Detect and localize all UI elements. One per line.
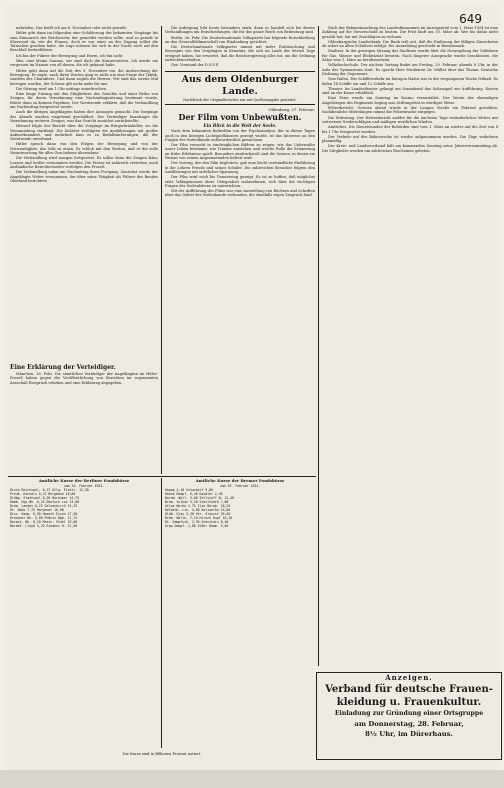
article-paragraph: Der Film versucht in eindringlichen Bildern zu zeigen, wie das Unbewußte unser Leben bestimmt, wie Träume entstehen und welche Rolle die Erinnerung an frühe Erlebnisse spielt. Besonders eindrucksvoll sind die Szenen, in denen ein Patient von seinen Angstzuständen befreit wird. [165,143,315,161]
table-row: Brem. Landes 0,22 Gelsenkirch 15,25 [10,504,78,509]
table-row: Preuß. Konsols 0,13 Bergmann 18,00 [10,492,76,497]
article-paragraph: Oldenburgische Landesbank. Die Bank teilt mit, daß die Einlösung der fälligen Zinsscheine ab sofort an allen Schaltern erfolgt. Die Auszahlung geschieht in Rentenmark. [322,39,498,49]
table-row: Atlas Werke 2,75 Ilse Bergb. 18,25 [165,504,231,509]
scan-edge-strip [0,770,504,788]
table-top-rule [8,476,316,477]
table-row: Brem. Wollk. 7,10 Hirsch Kupf 10,20 [165,516,233,521]
bremen-table-title: Amtliche Kurse der Bremer Fondsbörse [195,478,285,483]
article-paragraph: Amtliches. Die Dienststunden der Behörden sind vom 1. März an wieder auf die Zeit von 8 bis 1 Uhr festgesetzt worden. [322,125,498,134]
article-paragraph: Hitler gibt dann im folgenden eine Schilderung der bekannten Vorgänge bis zum Einmarsch der Reichswehr, der gemeldet werden sollte, und so gerade in Sherwood da, wie die Frauen, doch er von einer an der Zugang selbst die Tatsachen gesehen habe, die Lage müssen Sie sich in der Nacht noch auf den Beschluß herbeiführen. [10,31,158,53]
bremen-table-rows [165,488,315,528]
column-divider [318,26,319,666]
column-middle [165,26,315,474]
region-banner [165,71,315,105]
column-left [10,26,158,359]
table-row: Dt. Bank 7,75 Harpener 16,00 [10,508,64,513]
table-row: Dt. Dampfsch. 2,95 Orenstein 8,40 [165,520,229,525]
article-paragraph: Hierauf folgte der Bericht über die Vorgänge im Bürgerbräukeller, wo die Versammlung stattfand. Die Zuhörer verfolgten die Ausführungen mit großer Aufmerksamkeit, und mehrfach kam es zu Beifallsäußerungen, die der Vorsitzende unterband. [10,124,158,142]
banner-title: Aus dem Oldenburger Lande. [181,73,299,97]
table-row: Oldbg. Staatsanl 0,20 Bochumer 14,75 [10,496,80,501]
article-paragraph: Gez. Vorstand der D.N.V.P. [171,63,219,68]
ad-place: 8½ Uhr, im Dürerhaus. [365,730,453,738]
article-paragraph: Eine lange Sitzung mit den Mitgliedern des Gerichts und einer Reihe von Zeugen, für deren Vernehmung eine Nachmittagssitzung bestimmt wurde, führte dann zu keinem Ergebnis. Der Vorsitzende erklärte, daß die Verhandlung am Nachmittag fortgesetzt werde. [10,92,158,110]
column-divider [161,478,162,748]
stock-table-berlin [10,478,158,748]
article-paragraph: Nach dem bekannten Kulturfilm von der Psychoanalyse, der in diesen Tagen auch in den hiesigen Lichtspielhäusern gezeigt wurde, ist das Interesse an den Fragen der Seelenkunde außerordentlich gewachsen. [165,129,315,142]
advertisement-box [316,672,502,760]
berlin-table-rows [10,488,158,528]
column-right [322,26,498,666]
article-paragraph: Die Sitzung wird um 1 Uhr mittags unterbrochen. [16,86,108,91]
table-row: Argo Dampf. 1,80 Stöhr Kamm. 9,60 [165,524,229,529]
notice-block [10,364,158,474]
table-row: Disc. Komm. 6,50 Hoesch Eisen 17,50 [10,512,78,517]
table-row: Disch.Reichsanl. 0,17 Allg. Elektr. 12,50 [10,488,89,493]
banner-subtitle: Nachdruck der Originalberichte nur mit Quellenangabe gestattet. [183,97,297,102]
article-paragraph: Eine Feier wurde am Sonntag im Kasino veranstaltet. Der Verein der ehemaligen Angehörigen des Regiments beging sein Stiftungsfest in würdiger Weise. [322,96,498,105]
article-paragraph: Polizeibericht. Gestern abend wurde in der Langen Straße ein Fahrrad gestohlen. Sachdienliche Mitteilungen nimmt die Polizeiwache entgegen. [322,106,498,115]
article-paragraph: Hitler sprach dann von den Folgen der Bewegung und von der Notwendigkeit, das Volk zu einen. Er schloß mit den Worten, daß er die volle Verantwortung für alles Geschehene übernehme. [10,142,158,156]
article-paragraph: Berlin, 26. Febr. Die Deutschnationale Volkspartei hat folgende Entschließung an den Generalfeldmarschall von Hindenburg gerichtet. [165,35,315,44]
notice-title: Eine Erklärung der Verteidiger. [10,364,116,371]
date-line: Oldenburg, 27. Februar. [268,106,315,112]
ad-invite: Einladung zur Gründung einer Ortsgruppe [334,710,484,717]
article-paragraph: Vom Hafen. Der Schiffsverkehr im hiesigen Hafen war in der vergangenen Woche lebhaft. Es liefen 14 Schiffe ein und 12 Schiffe aus. [322,77,498,86]
stock-table-bremen [165,478,315,748]
section-subtitle: Ein Blick in die Welt der Seele. [203,123,277,129]
article-paragraph: Der Verkehr auf der Bahnstrecke ist wieder aufgenommen worden. Die Züge verkehren planmäßig. [322,134,498,144]
intro-text: Die Aufregung lebt heute besonders stark, denn es handelt sich bei diesen Verhandlungen um Entscheidungen, die für das ganze Reich von Bedeutung sind. [165,26,315,35]
table-row: Oldb. Glas 3,30 Ver. Glanzst 26,00 [165,512,231,517]
berlin-table-title: Amtliche Kurse der Berliner Fondsbörse [38,478,130,483]
ad-title-line2: kleidung u. Frauenkultur. [336,697,482,708]
article-paragraph: Auch die übrigen Angeklagten haben ihre Aussagen gemacht. Die Vorgänge des Abends wurden eingehend geschildert. Der Verteidiger beantragte die Vernehmung weiterer Zeugen, was das Gericht zunächst zurückstellte. [10,110,158,123]
article-paragraph: Die Deutschnationale Volkspartei nimmt mit tiefer Enttäuschung und Besorgnis von den Vorgängen in Kenntnis, die sich im Laufe der letzten Tage ereignet haben. Sie erwartet, daß die Reichsregierung alles tut, um die Ordnung aufrechtzuerhalten. [165,45,315,63]
ad-title-line1: Verband für deutsche Frauen- [325,684,493,695]
article-paragraph: Die Verhandlung nahm am Nachmittag ihren Fortgang. Zunächst wurde der Angeklagte Weber vernommen, der über seine Tätigkeit als Führer des Bundes Oberland berichtete. [10,170,158,183]
table-row: Nordd. Woll. 3,80 Zellstoff W. 12,40 [165,496,235,501]
table-row: Hapag 4,10 Schuckert 9,80 [165,488,213,493]
table-row: Hansa Dampf. 6,40 Daimler 2,90 [165,492,223,497]
section-title: Der Film vom Unbewußten. [178,112,302,123]
column-divider [161,26,162,474]
bremen-table-date: vom 26. Februar 1924. [219,484,261,488]
newspaper-page [4,6,500,770]
page-number: 649 [459,12,482,26]
ad-date: am Donnerstag, 28. Februar, [354,720,464,728]
article-paragraph: Hitler geht dann auf die Zeit des 9. November ein, die Ausbrechung der Bewegung. Er sagte, nach ihren Worten ging es nicht um eine Frage der Taktik, sondern des Charakters. Und dann sagten die Herren: Wir sind das zweite Mal betrogen worden, der Schwur gilt nicht mehr für uns. [10,68,158,86]
article-paragraph: Volkshochschule. Der nächste Vortrag findet am Freitag, 29. Februar, abends 8 Uhr, in der Aula des Gymnasiums statt. Es spricht Herr Studienrat Dr. Müller über das Thema: Deutsche Dichtung der Gegenwart. [322,63,498,76]
article-paragraph: Die Witterung. Der Wetterbericht meldet für die nächsten Tage veränderliches Wetter mit zeitweisen Niederschlägen und mäßigen westlichen Winden. [322,115,498,124]
table-row: Brem. Vulkan 5,20 Schultheiß 7,60 [165,500,229,505]
table-row: Dresdner Bk. 5,80 Phönix Bgb. 11,75 [10,516,78,521]
ad-label: Anzeigen. [385,673,433,682]
article-paragraph: Stadtrat. In der gestrigen Sitzung des Stadtrats wurde über die Neuregelung der Gebühren für Gas, Wasser und Elektrizität beraten. Nach längerer Aussprache wurde beschlossen, die Sätze vom 1. März an herabzusetzen. [322,49,498,63]
table-row: Hamb. Hyp.Bk. 0,25 Deutsch Lux 13,00 [10,500,80,505]
middle-lower-paragraphs [165,129,315,197]
article-paragraph: Die Verhandlung wird morgen fortgesetzt. Es sollen dann die Zeugen Kahr, Lossow und Seißer vernommen werden. Die Presse ist zahlreich vertreten; auch ausländische Berichterstatter verfolgen den Prozeß. [10,156,158,169]
table-footer: Die Kurse sind in Billionen Prozent notiert. [122,752,202,756]
article-paragraph: Theater. Im Landestheater gelangt am Sonnabend das Schauspiel zur Aufführung. Karten sind an der Kasse erhältlich. [322,86,498,96]
article-paragraph: nahrlofen. Das heißt ich am 8. November oder nicht gewußt. [16,26,128,30]
article-paragraph: Nach der Bekanntmachung des Landesfinanzamts im Anzeigenteil vom 1. März 1924 ist eine Zahlung auf die Steuerschuld zu leisten. Die Frist läuft am 10. März ab. Wer bis dahin nicht gezahlt hat, hat mit Zuschlägen zu rechnen. [322,26,498,39]
notice-text: München, 26. Febr. Die sämtlichen Verteidiger der Angeklagten im Hitler-Prozeß haben gegen die Veröffentlichung von Berichten im sogenannten Ausschuß Einspruch erhoben und eine Erklärung abgegeben. [10,372,158,385]
article-paragraph: Was, eine kleine Summe, wir sind doch die Konservativen. Ich werde nie vergessen im Namen von all denen, die ich gekannt habe. [10,59,158,68]
article-paragraph: Mit der Aufführung des Films war eine Ausstellung von Büchern und Schriften über das Gebiet der Seelenkunde verbunden, die ebenfalls regen Zuspruch fand. [165,189,315,198]
table-row: Norddt. Lloyd 3,25 Siemens H. 21,50 [10,524,78,529]
article-paragraph: Der Film wird noch bis Donnerstag gezeigt. Es ist zu hoffen, daß möglichst viele Volksgenossen diese Gelegenheit wahrnehmen, sich über die wichtigen Fragen des Seelenlebens zu unterrichten. [165,175,315,188]
table-row: Darmst. Bk. 8,10 Rhein. Stahl 19,00 [10,520,78,525]
table-row: Delmenh. Lin. 4,60 Kaliwerke 16,80 [165,508,231,513]
berlin-table-date: vom 26. Februar 1924. [63,484,105,488]
middle-upper-paragraphs [165,36,315,68]
article-paragraph: Der Kreis- und Landesverband hält am kommenden Sonntag seine Jahresversammlung ab. Die Mitglieder werden um zahlreiches Erscheinen gebeten. [322,144,498,153]
article-paragraph: Der Vortrag, der den Film begleitete, gab eine leicht verständliche Einführung in die Lehren Freuds und seiner Schüler. Die zahlreichen Besucher folgten den Ausführungen mit sichtlicher Spannung. [165,161,315,174]
article-paragraph: Ich bin der Führer der Bewegung und Herrn, ich bin nicht [16,53,123,58]
